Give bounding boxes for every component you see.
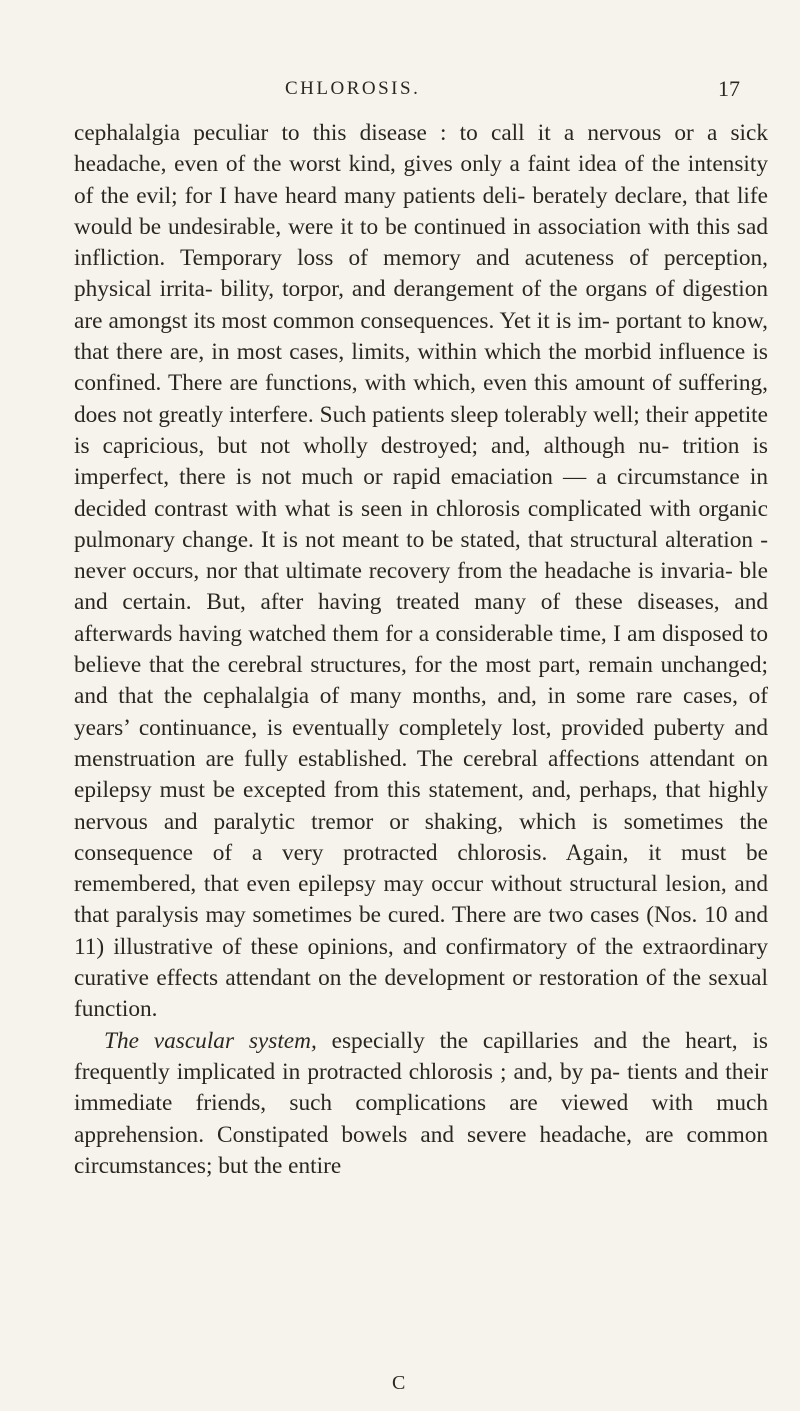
running-title: CHLOROSIS. [285,78,421,99]
paragraph-1: cephalalgia peculiar to this disease : to call it a nervous or a sick headache, even of the worst kind, gives only a faint idea of the intensity of the evil; for I have heard many patients deli- berately declare, that life would be undesirable, were it to be continued in association with this sad infliction. Temporary loss of memory and acuteness of perception, physical irrita- bility, torpor, and derangement of the organs of digestion are amongst its most common consequences. Yet it is im- portant to know, that there are, in most cases, limits, within which the morbid influence is confined. There are functions, with which, even this amount of suffering, does not greatly interfere. Such patients sleep tolerably well; their appetite is capricious, but not wholly destroyed; and, although nu- trition is imperfect, there is not much or rapid emaciation — a circumstance in decided contrast with what is seen in chlorosis complicated with organic pulmonary change. It is not meant to be stated, that structural alteration -never occurs, nor that ultimate recovery from the headache is invaria- ble and certain. But, after having treated many of these diseases, and afterwards having watched them for a considerable time, I am disposed to believe that the cerebral structures, for the most part, remain unchanged; and that the cephalalgia of many months, and, in some rare cases, of years’ continuance, is eventually completely lost, provided puberty and menstruation are fully established. The cerebral affections attendant on epilepsy must be excepted from this statement, and, perhaps, that highly nervous and paralytic tremor or shaking, which is sometimes the consequence of a very protracted chlorosis. Again, it must be remembered, that even epilepsy may occur without structural lesion, and that paralysis may sometimes be cured. There are two cases (Nos. 10 and 11) illustrative of these opinions, and confirmatory of the extraordinary curative effects attendant on the development or restoration of the sexual function. [74,120,768,1023]
paragraph-2-italic-lead: The vascular system, [104,1027,317,1054]
paragraph-2 [74,1026,768,1182]
page-number: 17 [718,76,740,101]
signature-mark: C [392,1372,406,1394]
body-text [74,118,768,1182]
paragraph-2-text: especially the capillaries and the heart, is frequently implicated in protracted chlorosis ; and, by pa- tients and their immediate friends, such complications are viewed with much apprehension. Constipated bowels and severe headache, are common circumstances; but the entire [74,1027,769,1179]
running-head [150,78,770,108]
